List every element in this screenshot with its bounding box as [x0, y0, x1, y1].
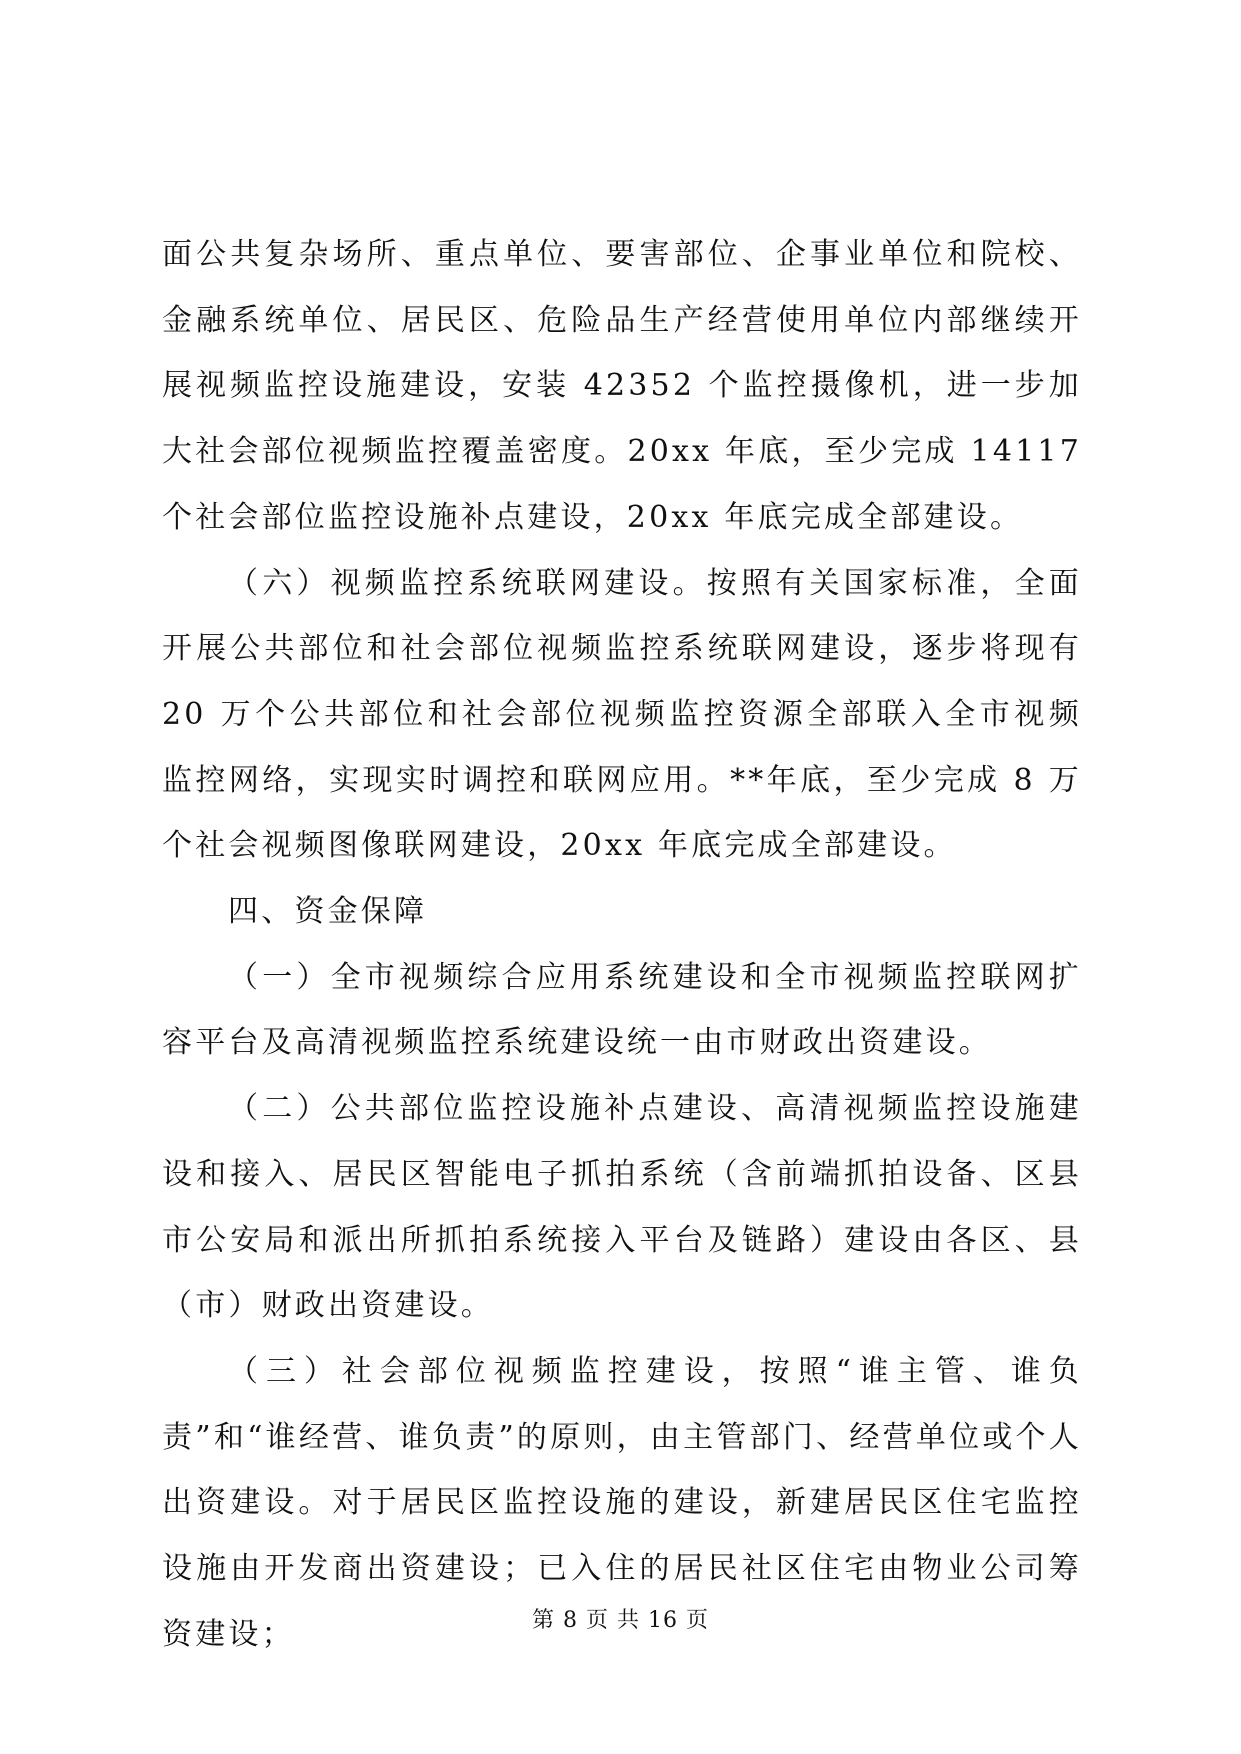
- body-paragraph: （二）公共部位监控设施补点建设、高清视频监控设施建设和接入、居民区智能电子抓拍系统（含前端抓拍设备、区县市公安局和派出所抓拍系统接入平台及链路）建设由各区、县（市）财政出资建设。: [162, 1091, 1082, 1324]
- document-body: [162, 222, 1082, 1667]
- section-heading: 四、资金保障: [228, 894, 428, 930]
- body-paragraph: （三）社会部位视频监控建设，按照“谁主管、谁负责”和“谁经营、谁负责”的原则，由主管部门、经营单位或个人出资建设。对于居民区监控设施的建设，新建居民区住宅监控设施由开发商出资建设；已入住的居民社区住宅由物业公司筹资建设；: [162, 1353, 1082, 1652]
- body-paragraph: （一）全市视频综合应用系统建设和全市视频监控联网扩容平台及高清视频监控系统建设统一由市财政出资建设。: [162, 959, 1082, 1061]
- page-number-footer: 第 8 页 共 16 页: [532, 1608, 709, 1633]
- body-paragraph: （六）视频监控系统联网建设。按照有关国家标准，全面开展公共部位和社会部位视频监控系统联网建设，逐步将现有 20 万个公共部位和社会部位视频监控资源全部联入全市视频监控网络，实现实时调控和联网应用。**年底，至少完成 8 万个社会视频图像联网建设，20xx 年底完成全部建设。: [162, 565, 1082, 864]
- body-paragraph: 面公共复杂场所、重点单位、要害部位、企事业单位和院校、金融系统单位、居民区、危险品生产经营使用单位内部继续开展视频监控设施建设，安装 42352 个监控摄像机，进一步加大社会部位视频监控覆盖密度。20xx 年底，至少完成 14117 个社会部位监控设施补点建设，20xx 年底完成全部建设。: [162, 237, 1082, 535]
